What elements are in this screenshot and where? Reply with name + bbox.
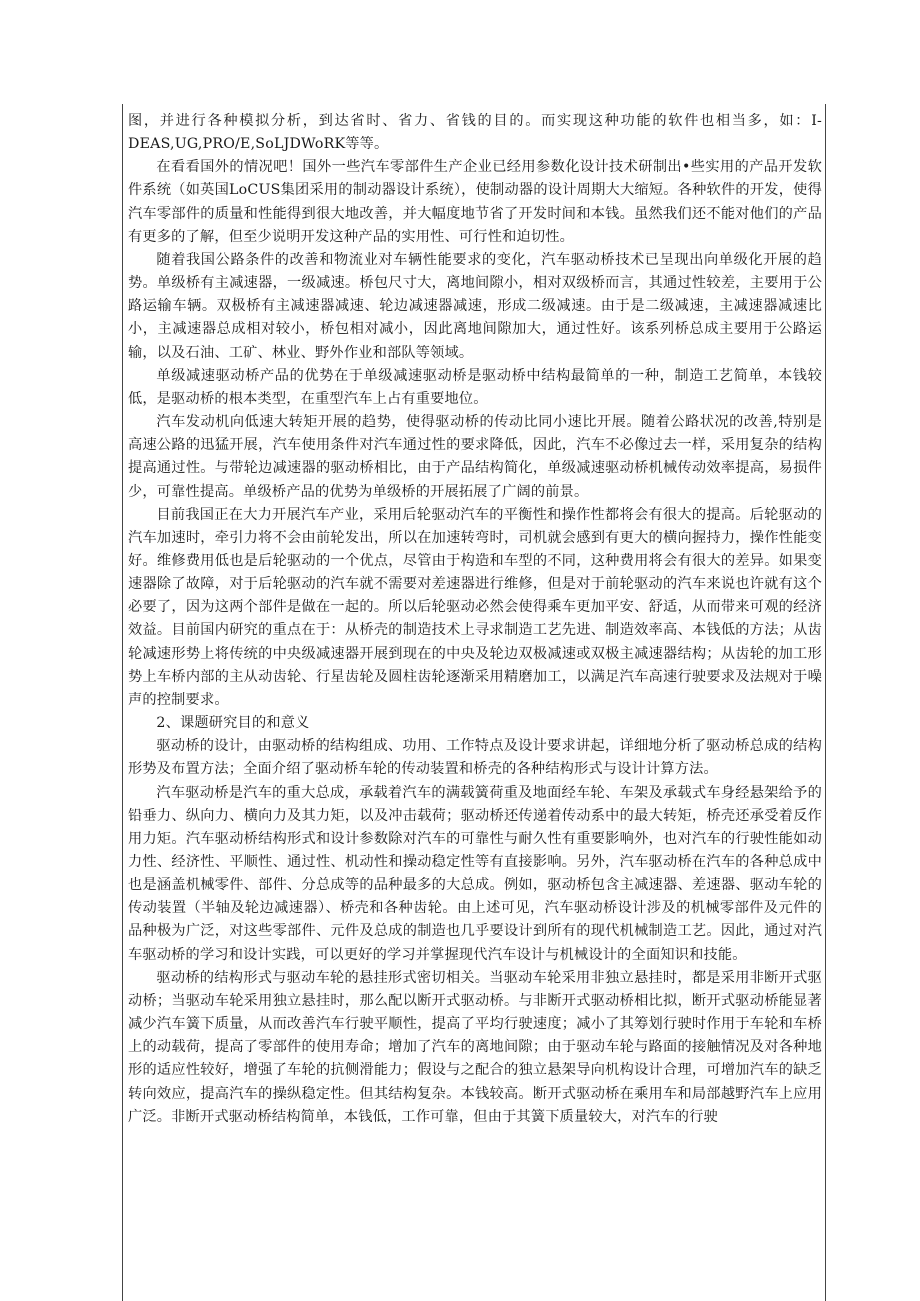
paragraph-4: 单级减速驱动桥产品的优势在于单级减速驱动桥是驱动桥中结构最简单的一种，制造工艺简单，本钱较低，是驱动桥的根本类型，在重型汽车上占有重要地位。 [128, 367, 822, 407]
paragraph-9: 驱动桥的结构形式与驱动车轮的悬挂形式密切相关。当驱动车轮采用非独立悬挂时，都是采用非断开式驱动桥；当驱动车轮采用独立悬挂时，那么配以断开式驱动桥。与非断开式驱动桥相比拟，断开式驱动桥能显著减少汽车簧下质量，从而改善汽车行驶平顺性，提高了平均行驶速度；减小了其筹划行驶时作用于车轮和车桥上的动载荷，提高了零部件的使用寿命；增加了汽车的离地间隙；由于驱动车轮与路面的接触情况及对各种地形的适应性较好，增强了车轮的抗侧滑能力；假设与之配合的独立悬架导向机构设计合理，可增加汽车的缺乏转向效应，提高汽车的操纵稳定性。但其结构复杂。本钱较高。断开式驱动桥在乘用车和局部越野汽车上应用广泛。非断开式驱动桥结构简单，本钱低，工作可靠，但由于其簧下质量较大，对汽车的行驶 [128, 969, 822, 1125]
document-body [128, 110, 822, 1129]
paragraph-8: 汽车驱动桥是汽车的重大总成，承载着汽车的满载簧荷重及地面经车轮、车架及承载式车身经悬架给予的铅垂力、纵向力、横向力及其力矩，以及冲击载荷；驱动桥还传递着传动系中的最大转矩，桥壳还承受着反作用力矩。汽车驱动桥结构形式和设计参数除对汽车的可靠性与耐久性有重要影响外，也对汽车的行驶性能如动力性、经济性、平顺性、通过性、机动性和操动稳定性等有直接影响。另外，汽车驱动桥在汽车的各种总成中也是涵盖机械零件、部件、分总成等的品种最多的大总成。例如，驱动桥包含主减速器、差速器、驱动车轮的传动装置（半轴及轮边减速器）、桥壳和各种齿轮。由上述可见，汽车驱动桥设计涉及的机械零部件及元件的品种极为广泛，对这些零部件、元件及总成的制造也几乎要设计到所有的现代机械制造工艺。因此，通过对汽车驱动桥的学习和设计实践，可以更好的学习并掌握现代汽车设计与机械设计的全面知识和技能。 [128, 784, 822, 963]
paragraph-1: 图，并进行各种模拟分析，到达省时、省力、省钱的目的。而实现这种功能的软件也相当多，如：I-DEAS,UG,PRO/E,SoLJDWoRK等等。 [128, 113, 822, 153]
paragraph-7: 驱动桥的设计，由驱动桥的结构组成、功用、工作特点及设计要求讲起，详细地分析了驱动桥总成的结构形势及布置方法；全面介绍了驱动桥车轮的传动装置和桥壳的各种结构形式与设计计算方法。 [128, 738, 822, 778]
paragraph-3: 随着我国公路条件的改善和物流业对车辆性能要求的变化，汽车驱动桥技术已呈现出向单级化开展的趋势。单级桥有主减速器，一级减速。桥包尺寸大，离地间隙小，相对双级桥而言，其通过性较差，主要用于公路运输车辆。双极桥有主减速器减速、轮边减速器减速，形成二级减速。由于是二级减速，主减速器减速比小，主减速器总成相对较小，桥包相对减小，因此离地间隙加大，通过性好。该系列桥总成主要用于公路运输，以及石油、工矿、林业、野外作业和部队等领域。 [128, 251, 822, 361]
paragraph-2: 在看看国外的情况吧！国外一些汽车零部件生产企业已经用参数化设计技术研制出•些实用的产品开发软件系统（如英国LoCUS集团采用的制动器设计系统），使制动器的设计周期大大缩短。各种软件的开发，使得汽车零部件的质量和性能得到很大地改善，并大幅度地节省了开发时间和本钱。虽然我们还不能对他们的产品有更多的了解，但至少说明开发这种产品的实用性、可行性和迫切性。 [128, 159, 822, 245]
paragraph-6: 目前我国正在大力开展汽车产业，采用后轮驱动汽车的平衡性和操作性都将会有很大的提高。后轮驱动的汽车加速时，牵引力将不会由前轮发出，所以在加速转弯时，司机就会感到有更大的横向握持力，操作性能变好。维修费用低也是后轮驱动的一个优点，尽管由于构造和车型的不同，这种费用将会有很大的差异。如果变速器除了故障，对于后轮驱动的汽车就不需要对差速器进行维修，但是对于前轮驱动的汽车来说也许就有这个必要了，因为这两个部件是做在一起的。所以后轮驱动必然会使得乘车更加平安、舒适，从而带来可观的经济效益。目前国内研究的重点在于：从桥壳的制造技术上寻求制造工艺先进、制造效率高、本钱低的方法；从齿轮减速形势上将传统的中央级减速器开展到现在的中央及轮边双极减速或双极主减速器结构；从齿轮的加工形势上车桥内部的主从动齿轮、行星齿轮及圆柱齿轮逐渐采用精磨加工，以满足汽车高速行驶要求及法规对于噪声的控制要求。 [128, 506, 822, 708]
section-heading: 2、课题研究目的和意义 [156, 715, 310, 732]
paragraph-5: 汽车发动机向低速大转矩开展的趋势，使得驱动桥的传动比同小速比开展。随着公路状况的改善,特别是高速公路的迅猛开展，汽车使用条件对汽车通过性的要求降低，因此，汽车不必像过去一样，采用复杂的结构提高通过性。与带轮边减速器的驱动桥相比，由于产品结构简化，单级减速驱动桥机械传动效率提高，易损件少，可靠性提高。单级桥产品的优势为单级桥的开展拓展了广阔的前景。 [128, 414, 822, 500]
